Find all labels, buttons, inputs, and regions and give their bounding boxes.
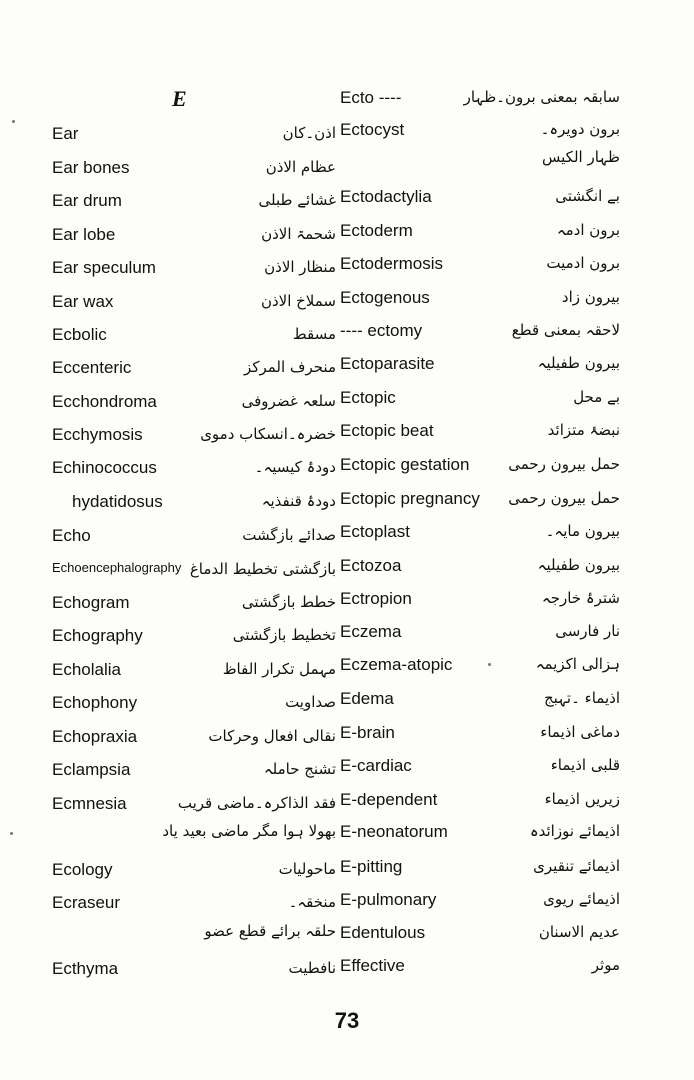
entry-term: Ectopic gestation <box>340 455 470 474</box>
entry-translation: اذیماء ۔تہبج <box>543 689 620 707</box>
entry-term: Ear drum <box>52 191 122 210</box>
entry-term: Ecbolic <box>52 325 107 344</box>
list-item <box>0 221 694 253</box>
scan-speck <box>488 663 491 666</box>
entry-translation: اذیمائے ریوی <box>543 890 620 908</box>
list-item <box>0 655 694 687</box>
entry-translation: نافطیت <box>288 959 336 977</box>
entry-term: Ear <box>52 124 79 143</box>
entry-translation: سلعہ غضروفی <box>241 392 336 410</box>
entry-term: Eclampsia <box>52 760 131 779</box>
entry-term: Ecthyma <box>52 959 119 978</box>
list-item <box>0 254 694 286</box>
entry-translation: خطط بازگشتی <box>241 593 336 611</box>
entry-translation: نبضۂ متزائد <box>547 421 620 439</box>
entry-term: Echogram <box>52 593 130 612</box>
entry-translation: بیرون طفیلیہ <box>537 354 620 372</box>
entry-translation: بیرون طفیلیہ <box>537 556 620 574</box>
list-item <box>0 756 694 788</box>
entry-translation: اذیمائے تنقیری <box>533 857 620 875</box>
entry-translation: نقالی افعال وحرکات <box>208 727 336 745</box>
entry-term: E-neonatorum <box>340 822 448 841</box>
entry-term: Ear wax <box>52 292 114 311</box>
list-item <box>0 790 694 822</box>
entry-translation: منظار الاذن <box>264 258 336 276</box>
entry-term: hydatidosus <box>72 492 163 511</box>
list-item <box>0 822 694 854</box>
entry-term: Ectocyst <box>340 120 405 139</box>
entry-term: Ectropion <box>340 589 412 608</box>
entry-translation: بیرون مایہ۔ <box>545 522 620 540</box>
entry-term: Echography <box>52 626 143 645</box>
entry-term: Ectopic pregnancy <box>340 489 480 508</box>
entry-translation: حلقہ برائے قطع عضو <box>204 922 336 940</box>
entry-translation: خضرہ۔انسکاب دموی <box>200 425 336 443</box>
entry-translation: حمل بیرون رحمی <box>508 455 620 473</box>
entry-translation: نار فارسی <box>555 622 620 640</box>
list-item <box>0 589 694 621</box>
entry-translation: برون ادمہ <box>556 221 620 239</box>
entry-term: Ecmnesia <box>52 794 127 813</box>
entry-term: Ectoderm <box>340 221 413 240</box>
entry-term: E-dependent <box>340 790 438 809</box>
entry-term: Echinococcus <box>52 458 157 477</box>
entry-term: Ecchondroma <box>52 392 157 411</box>
header-translation: سابقہ بمعنی برون۔ظہار <box>463 88 620 106</box>
entry-term: Ecology <box>52 860 113 879</box>
entry-translation: حمل بیرون رحمی <box>508 489 620 507</box>
entry-term: Ectopic <box>340 388 396 407</box>
entry-term: E-cardiac <box>340 756 412 775</box>
entry-translation: بیرون زاد <box>561 288 620 306</box>
entry-translation: منحرف المرکز <box>244 358 336 376</box>
entry-term: Ectozoa <box>340 556 402 575</box>
entry-translation: تشنج حاملہ <box>263 760 336 778</box>
page-number: 73 <box>334 1008 360 1033</box>
entry-term: Edema <box>340 689 394 708</box>
entry-translation: عدیم الاسنان <box>538 923 620 941</box>
entry-translation: فقد الذاکرہ۔ماضی قریب <box>177 794 336 812</box>
entry-term: Echolalia <box>52 660 121 679</box>
entry-translation: برون دویرہ۔ <box>540 120 620 138</box>
entry-translation: دودۂ کیسیہ۔ <box>254 458 336 476</box>
entry-term: E-pitting <box>340 857 403 876</box>
list-item <box>0 489 694 521</box>
entry-translation: لاحقہ بمعنی قطع <box>511 321 620 339</box>
list-item <box>0 857 694 889</box>
section-letter: E <box>172 86 187 111</box>
list-item <box>0 321 694 353</box>
entry-term: Ectogenous <box>340 288 430 307</box>
header-term: Ecto ---- <box>340 88 402 107</box>
list-item <box>0 622 694 654</box>
entry-term: Ectoplast <box>340 522 410 541</box>
entry-translation: تخطیط بازگشتی <box>232 626 336 644</box>
entry-term: Echopraxia <box>52 727 138 746</box>
entry-translation: دودۂ قنفذیہ <box>261 492 336 510</box>
entry-translation: عظام الاذن <box>265 158 336 176</box>
entry-term: Ecraseur <box>52 893 121 912</box>
entry-translation: منخقہ۔ <box>288 893 336 911</box>
entry-term: ---- ectomy <box>340 321 423 340</box>
entry-term: Ear bones <box>52 158 130 177</box>
entry-translation: دماغی اذیماء <box>540 723 620 741</box>
entry-translation: اذن۔کان <box>282 124 336 142</box>
scan-speck <box>12 120 15 123</box>
entry-term: Edentulous <box>340 923 426 942</box>
entry-translation: قلبی اذیماء <box>550 756 620 774</box>
entry-translation: ظہار الکیس <box>542 148 620 166</box>
list-item <box>0 723 694 755</box>
list-item <box>0 421 694 453</box>
list-item <box>0 455 694 487</box>
list-item <box>0 689 694 721</box>
list-item <box>0 923 694 955</box>
list-item <box>0 890 694 922</box>
list-item <box>0 522 694 554</box>
entry-term: Ectodermosis <box>340 254 443 273</box>
entry-term: Ectodactylia <box>340 187 432 206</box>
entry-term: Echoencephalography <box>52 560 182 575</box>
entry-translation: بھولا ہوا مگر ماضی بعید یاد <box>162 822 336 840</box>
entry-translation: بازگشتی تخطیط الدماغ <box>189 560 336 578</box>
entry-translation: موثر <box>591 956 620 974</box>
entry-translation: بے محل <box>573 388 620 406</box>
entry-translation: سملاخ الاذن <box>260 292 336 310</box>
entry-translation: صدائے بازگشت <box>242 526 336 544</box>
list-item <box>0 556 694 588</box>
entry-term: Eczema-atopic <box>340 655 453 674</box>
list-item <box>0 956 694 988</box>
entry-translation: زیریں اذیماء <box>544 790 620 808</box>
entry-term: Effective <box>340 956 405 975</box>
entry-translation: شحمۃ الاذن <box>261 225 336 243</box>
header-row <box>0 86 694 114</box>
entry-term: Ear speculum <box>52 258 156 277</box>
entry-translation: صداویت <box>285 693 336 711</box>
entry-term: Echo <box>52 526 91 545</box>
entry-translation: غشائے طبلی <box>258 191 336 209</box>
entry-term: Ectoparasite <box>340 354 435 373</box>
entry-translation: بے انگشتی <box>555 187 620 205</box>
entry-term: Eczema <box>340 622 402 641</box>
entry-translation: شترۂ خارجہ <box>541 589 620 607</box>
entry-term: E-pulmonary <box>340 890 437 909</box>
entry-term: Ecchymosis <box>52 425 143 444</box>
entry-translation: ماحولیات <box>278 860 336 878</box>
entry-term: Ectopic beat <box>340 421 434 440</box>
list-item <box>0 388 694 420</box>
scan-speck <box>10 832 13 835</box>
list-item <box>0 354 694 386</box>
list-item <box>0 148 694 180</box>
entry-term: Echophony <box>52 693 138 712</box>
entry-translation: ہزالی اکزیمہ <box>535 655 620 673</box>
list-item <box>0 288 694 320</box>
entry-translation: مسقط <box>292 325 336 343</box>
entry-term: E-brain <box>340 723 395 742</box>
entry-translation: اذیمائے نوزائدہ <box>529 822 620 840</box>
entry-translation: برون ادمیت <box>546 254 620 272</box>
entry-term: Eccenteric <box>52 358 132 377</box>
list-item <box>0 187 694 219</box>
entry-term: Ear lobe <box>52 225 116 244</box>
entry-translation: مہمل تکرار الفاظ <box>222 660 336 678</box>
